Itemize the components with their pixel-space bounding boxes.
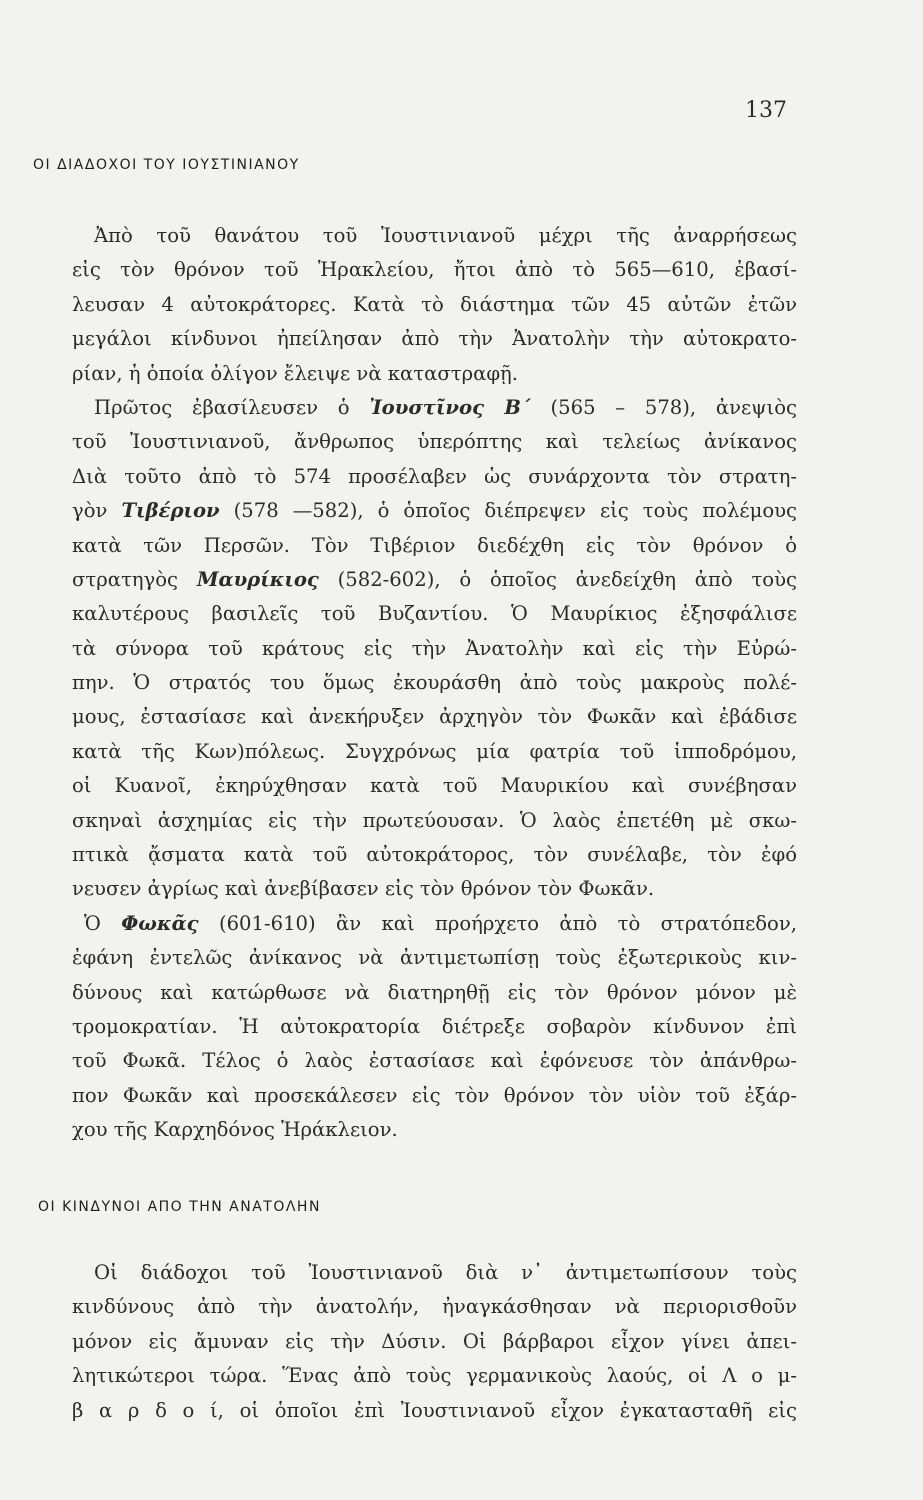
text-line: Πρῶτος ἐβασίλευσεν ὁ Ἰουστῖνος Β΄ (565 – 578), ἀνεψιὸς [94,395,797,419]
text-line: νευσεν ἀγρίως καὶ ἀνεβίβασεν εἰς τὸν θρόνον τὸν Φωκᾶν. [72,877,655,901]
text-line: εἰς τὸν θρόνον τοῦ Ἡρακλείου, ἤτοι ἀπὸ τὸ 565—610, ἐβασί- [72,258,797,282]
text-line: τρομοκρατίαν. Ἡ αὐτοκρατορία διέτρεξε σοβαρὸν κίνδυνον ἐπὶ [72,1014,797,1038]
text-line: κατὰ τῶν Περσῶν. Τὸν Τιβέριον διεδέχθη εἰς τὸν θρόνον ὁ [72,533,797,557]
text-line: λητικώτεροι τώρα. Ἕνας ἀπὸ τοὺς γερμανικοὺς λαούς, οἱ Λ ο μ- [72,1364,797,1388]
text-line: Ἀπὸ τοῦ θανάτου τοῦ Ἰουστινιανοῦ μέχρι τῆς ἀναρρήσεως [94,224,797,247]
emperor-name-justin: Ἰουστῖνος Β΄ [369,395,531,419]
text-line: καλυτέρους βασιλεῖς τοῦ Βυζαντίου. Ὁ Μαυρίκιος ἐξησφάλισε [72,602,797,626]
text-line: Οἱ διάδοχοι τοῦ Ἰουστινιανοῦ διὰ ν᾽ ἀντιμετωπίσουν τοὺς [94,1261,797,1284]
text-line: Ὁ Φωκᾶς (601-610) ἂν καὶ προήρχετο ἀπὸ τὸ στρατόπεδον, [84,911,797,935]
text-line: Διὰ τοῦτο ἀπὸ τὸ 574 προσέλαβεν ὡς συνάρχοντα τὸν στρατη- [72,464,797,488]
text-line: χου τῆς Καρχηδόνος Ἡράκλειον. [72,1118,398,1142]
text-line: σκηναὶ ἀσχημίας εἰς τὴν πρωτεύουσαν. Ὁ λαὸς ἐπετέθη μὲ σκω- [72,808,797,832]
text-line: οἱ Κυανοῖ, ἐκηρύχθησαν κατὰ τοῦ Μαυρικίου καὶ συνέβησαν [72,774,797,798]
emperor-name-phocas: Φωκᾶς [121,911,199,935]
text-line: γὸν Τιβέριον (578 —582), ὁ ὁποῖος διέπρεψεν εἰς τοὺς πολέμους [72,499,798,523]
page-number: 137 [745,98,787,123]
text-line: ρίαν, ἡ ὁποία ὀλίγον ἔλειψε νὰ καταστραφῇ. [72,361,519,385]
text-line: πον Φωκᾶν καὶ προσεκάλεσεν εἰς τὸν θρόνον τὸν υἱὸν τοῦ ἐξάρ- [72,1083,797,1107]
text-line: μους, ἐστασίασε καὶ ἀνεκήρυξεν ἀρχηγὸν τὸν Φωκᾶν καὶ ἐβάδισε [72,705,797,729]
text-line: μεγάλοι κίνδυνοι ἠπείλησαν ἀπὸ τὴν Ἀνατολὴν τὴν αὐτοκρατο- [72,327,797,351]
text-line: ἐφάνη ἐντελῶς ἀνίκανος νὰ ἀντιμετωπίσῃ τοὺς ἐξωτερικοὺς κιν- [72,946,797,970]
text-line: στρατηγὸς Μαυρίκιος (582-602), ὁ ὁποῖος ἀνεδείχθη ἀπὸ τοὺς [72,567,797,591]
text-line: β α ρ δ ο ί, οἱ ὁποῖοι ἐπὶ Ἰουστινιανοῦ εἶχον ἐγκατασταθῆ εἰς [72,1398,797,1422]
text-line: δύνους καὶ κατώρθωσε νὰ διατηρηθῇ εἰς τὸν θρόνον μόνον μὲ [72,980,797,1004]
section-heading-successors: ΟΙ ΔΙΑΔΟΧΟΙ ΤΟΥ ΙΟΥΣΤΙΝΙΑΝΟΥ [33,157,300,173]
text-line: κατὰ τῆς Κων)πόλεως. Συγχρόνως μία φατρία τοῦ ἱπποδρόμου, [72,739,797,763]
text-line: τοῦ Ἰουστινιανοῦ, ἄνθρωπος ὑπερόπτης καὶ τελείως ἀνίκανος [72,430,797,454]
body-text-section-1 [72,219,797,1148]
text-line: λευσαν 4 αὐτοκράτορες. Κατὰ τὸ διάστημα τῶν 45 αὐτῶν ἐτῶν [72,292,797,316]
text-line: τοῦ Φωκᾶ. Τέλος ὁ λαὸς ἐστασίασε καὶ ἐφόνευσε τὸν ἀπάνθρω- [72,1049,797,1073]
text-line: κινδύνους ἀπὸ τὴν ἀνατολήν, ἠναγκάσθησαν νὰ περιορισθοῦν [72,1295,797,1319]
emperor-name-tiberius: Τιβέριον [121,499,220,523]
text-line: μόνον εἰς ἄμυναν εἰς τὴν Δύσιν. Οἱ βάρβαροι εἶχον γίνει ἀπει- [72,1329,797,1353]
body-text-section-2 [72,1256,797,1428]
section-heading-eastern-dangers: ΟΙ ΚΙΝΔΥΝΟΙ ΑΠΟ ΤΗΝ ΑΝΑΤΟΛΗΝ [38,1199,321,1215]
text-line: τὰ σύνορα τοῦ κράτους εἰς τὴν Ἀνατολὴν καὶ εἰς τὴν Εὐρώ- [72,636,797,660]
text-line: πτικὰ ᾄσματα κατὰ τοῦ αὐτοκράτορος, τὸν συνέλαβε, τὸν ἐφό [72,843,797,867]
emperor-name-maurice: Μαυρίκιος [196,567,319,591]
text-line: πην. Ὁ στρατός του ὅμως ἐκουράσθη ἀπὸ τοὺς μακροὺς πολέ- [72,671,797,695]
